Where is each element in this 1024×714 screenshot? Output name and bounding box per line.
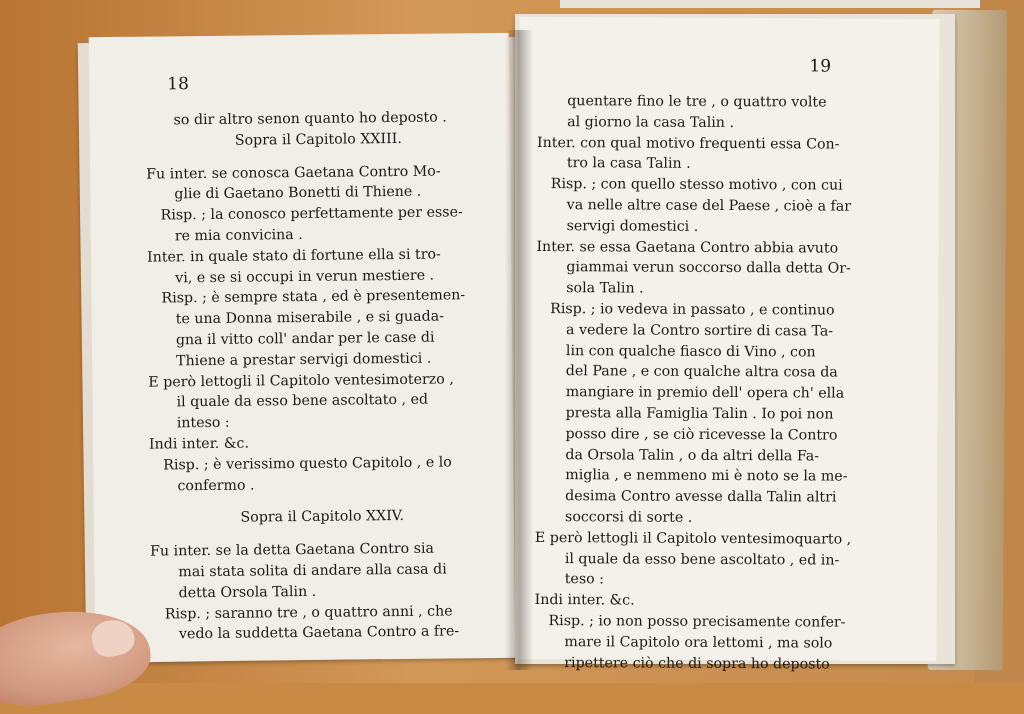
text-line: tro la casa Talin . xyxy=(566,155,691,173)
text-line: posso dire , se ciò ricevesse la Contro xyxy=(565,425,838,444)
text-line: Risp. ; io non posso precisamente confer- xyxy=(548,612,846,631)
text-line: Indi inter. &c. xyxy=(148,435,250,453)
text-line: il quale da esso bene ascoltato , ed xyxy=(176,392,429,411)
left-page-number: 18 xyxy=(167,74,189,95)
text-line: Fu inter. se la detta Gaetana Contro sia xyxy=(150,540,435,560)
text-line: glie di Gaetano Bonetti di Thiene . xyxy=(174,184,422,203)
text-line: mangiare in premio dell' opera ch' ella xyxy=(565,384,845,402)
text-line: E però lettogli il Capitolo ventesimoterzo , xyxy=(148,370,454,391)
text-line: mare il Capitolo ora lettomi , ma solo xyxy=(564,633,833,652)
right-page-text xyxy=(534,91,882,675)
text-line: ripettere ciò che di sopra ho deposto xyxy=(564,654,830,673)
text-line: mai stata solita di andare alla casa di xyxy=(178,561,447,581)
paper-strip xyxy=(560,0,980,8)
text-line: servigi domestici . xyxy=(566,217,699,235)
right-page-number: 19 xyxy=(809,56,832,77)
text-line: del Pane , e con qualche altra cosa da xyxy=(565,363,838,381)
text-line: confermo . xyxy=(177,477,255,494)
left-page xyxy=(89,33,516,662)
text-line: re mia convicina . xyxy=(174,226,303,245)
text-line: gna il vitto coll' andar per le case di xyxy=(175,329,435,349)
text-line: vi, e se si occupi in verun mestiere . xyxy=(175,267,435,286)
text-line: quentare fino le tre , o quattro volte xyxy=(567,93,827,111)
text-line: inteso : xyxy=(176,414,230,432)
text-line: desima Contro avesse dalla Talin altri xyxy=(565,488,837,506)
right-page xyxy=(516,17,939,673)
text-line: soccorsi di sorte . xyxy=(565,509,693,526)
text-line: miglia , e nemmeno mi è noto se la me- xyxy=(565,467,848,485)
text-line: da Orsola Talin , o da altri della Fa- xyxy=(565,446,820,465)
text-line: il quale da esso bene ascoltato , ed in- xyxy=(564,550,840,569)
text-line: sola Talin . xyxy=(566,280,644,297)
text-line: al giorno la casa Talin . xyxy=(567,113,735,131)
text-line: te una Donna miserabile , e si guada- xyxy=(175,308,445,328)
text-line: Risp. ; io vedeva in passato , e continuo xyxy=(550,301,835,319)
text-line: vedo la suddetta Gaetana Contro a fre- xyxy=(178,623,460,643)
text-line: Risp. ; con quello stesso motivo , con cui xyxy=(550,176,843,194)
text-line: Risp. ; la conosco perfettamente per esse- xyxy=(160,204,463,224)
text-line: Inter. con qual motivo frequenti essa Con- xyxy=(536,134,840,153)
text-line: Risp. ; è verissimo questo Capitolo , e lo xyxy=(163,454,452,474)
text-line: Indi inter. &c. xyxy=(534,592,635,609)
text-line: Thiene a prestar servigi domestici . xyxy=(176,350,432,370)
text-line: detta Orsola Talin . xyxy=(178,583,317,602)
text-line: Inter. se essa Gaetana Contro abbia avuto xyxy=(536,238,839,257)
text-line: E però lettogli il Capitolo ventesimoquarto , xyxy=(534,529,852,548)
chapter-heading: Sopra il Capitolo XXIV. xyxy=(240,508,405,526)
left-page-text xyxy=(146,107,497,646)
text-line: so dir altro senon quanto ho deposto . xyxy=(173,109,447,129)
text-line: Fu inter. se conosca Gaetana Contro Mo- xyxy=(146,163,441,183)
text-line: presta alla Famiglia Talin . Io poi non xyxy=(565,405,834,423)
text-line: lin con qualche fiasco di Vino , con xyxy=(565,342,816,361)
text-line: giammai verun soccorso dalla detta Or- xyxy=(566,259,851,278)
text-line: Inter. in quale stato di fortune ella si tro- xyxy=(146,246,441,266)
text-line: a vedere la Contro sortire di casa Ta- xyxy=(566,321,834,340)
text-line: Risp. ; saranno tre , o quattro anni , che xyxy=(164,602,453,622)
text-line: teso : xyxy=(564,571,604,588)
chapter-heading: Sopra il Capitolo XXIII. xyxy=(234,130,402,149)
book-gutter xyxy=(505,30,533,670)
text-line: Risp. ; è sempre stata , ed è presentemen- xyxy=(161,287,466,307)
text-line: va nelle altre case del Paese , cioè a far xyxy=(566,197,852,215)
